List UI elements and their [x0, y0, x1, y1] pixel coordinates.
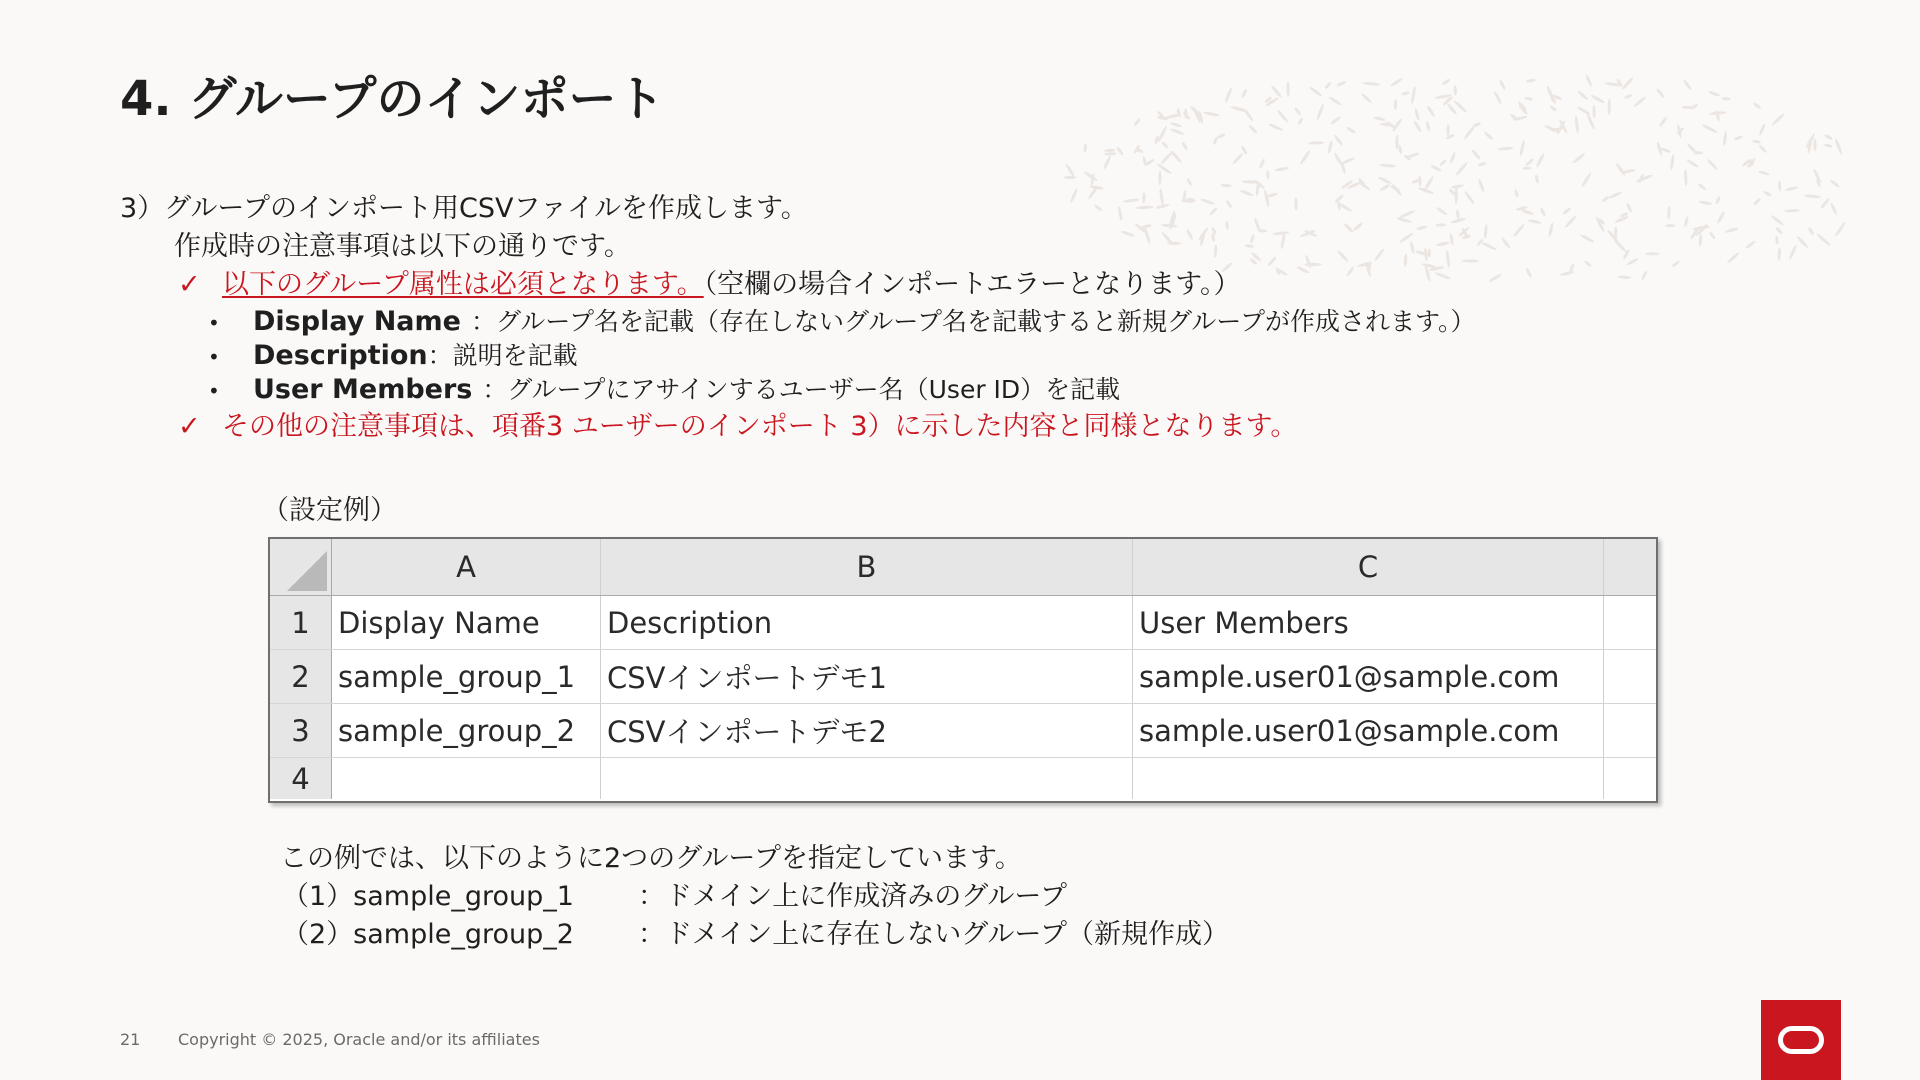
table-cell: Display Name	[332, 596, 601, 649]
spreadsheet-example	[268, 537, 1658, 803]
row-number: 4	[270, 758, 332, 799]
table-cell	[332, 758, 601, 799]
table-cell: sample.user01@sample.com	[1133, 704, 1604, 757]
attribute-item	[208, 302, 1476, 338]
table-cell: Description	[601, 596, 1133, 649]
column-header: B	[601, 539, 1133, 595]
decorative-texture	[1060, 70, 1860, 290]
note-text: 作成時の注意事項は以下の通りです。	[174, 231, 631, 262]
attribute-desc: ：グループ名を記載（存在しないグループ名を記載すると新規グループが作成されます。）	[470, 307, 1476, 336]
table-row	[270, 704, 1656, 758]
explanation-intro: この例では、以下のように2つのグループを指定しています。	[280, 843, 1022, 874]
bullet-icon: •	[208, 379, 220, 403]
table-cell	[1133, 758, 1604, 799]
check-required	[178, 262, 1240, 301]
attribute-desc: ：説明を記載	[427, 341, 578, 370]
page-number: 21	[120, 1030, 141, 1049]
explanation-item	[282, 912, 1229, 951]
required-text: 以下のグループ属性は必須となります。	[222, 269, 704, 300]
table-cell	[601, 758, 1133, 799]
row-number: 1	[270, 596, 332, 649]
explanation-label: （1）sample_group_1	[282, 881, 574, 912]
bullet-icon: •	[208, 345, 220, 369]
required-suffix: （空欄の場合インポートエラーとなります。）	[703, 269, 1241, 300]
step-text: 3）グループのインポート用CSVファイルを作成します。	[120, 193, 808, 224]
table-cell: CSVインポートデモ1	[601, 650, 1133, 703]
bullet-icon: •	[208, 311, 220, 335]
attribute-term: User Members	[253, 374, 473, 405]
column-header-empty	[1604, 539, 1656, 595]
example-label: （設定例）	[262, 495, 397, 526]
column-header: C	[1133, 539, 1604, 595]
select-all-corner	[270, 539, 332, 595]
attribute-term: Description	[253, 340, 428, 371]
table-cell-empty	[1604, 650, 1656, 703]
table-row	[270, 596, 1656, 650]
oracle-logo-icon	[1761, 1000, 1841, 1080]
attribute-item	[208, 336, 578, 372]
attribute-desc: ：グループにアサインするユーザー名（User ID）を記載	[482, 375, 1121, 404]
column-header-row	[270, 539, 1656, 596]
table-cell: sample.user01@sample.com	[1133, 650, 1604, 703]
explanation-item	[282, 874, 1067, 913]
attribute-term: Display Name	[253, 306, 461, 337]
table-cell: sample_group_2	[332, 704, 601, 757]
table-cell: sample_group_1	[332, 650, 601, 703]
check-icon: ✓	[178, 411, 201, 442]
table-cell-empty	[1604, 596, 1656, 649]
explanation-desc: ：ドメイン上に存在しないグループ（新規作成）	[638, 919, 1230, 950]
table-row	[270, 650, 1656, 704]
copyright-text: Copyright © 2025, Oracle and/or its affiliates	[178, 1030, 540, 1049]
check-other	[178, 404, 1297, 443]
explanation-label: （2）sample_group_2	[282, 919, 574, 950]
other-note-text: その他の注意事項は、項番3 ユーザーのインポート 3）に示した内容と同様となります。	[222, 411, 1298, 442]
table-cell: CSVインポートデモ2	[601, 704, 1133, 757]
attribute-item	[208, 370, 1120, 406]
row-number: 3	[270, 704, 332, 757]
check-icon: ✓	[178, 269, 201, 300]
explanation-desc: ：ドメイン上に作成済みのグループ	[638, 881, 1068, 912]
column-header: A	[332, 539, 601, 595]
table-row	[270, 758, 1656, 799]
row-number: 2	[270, 650, 332, 703]
table-cell: User Members	[1133, 596, 1604, 649]
table-cell-empty	[1604, 758, 1656, 799]
table-cell-empty	[1604, 704, 1656, 757]
slide-title: 4. グループのインポート	[120, 71, 665, 127]
